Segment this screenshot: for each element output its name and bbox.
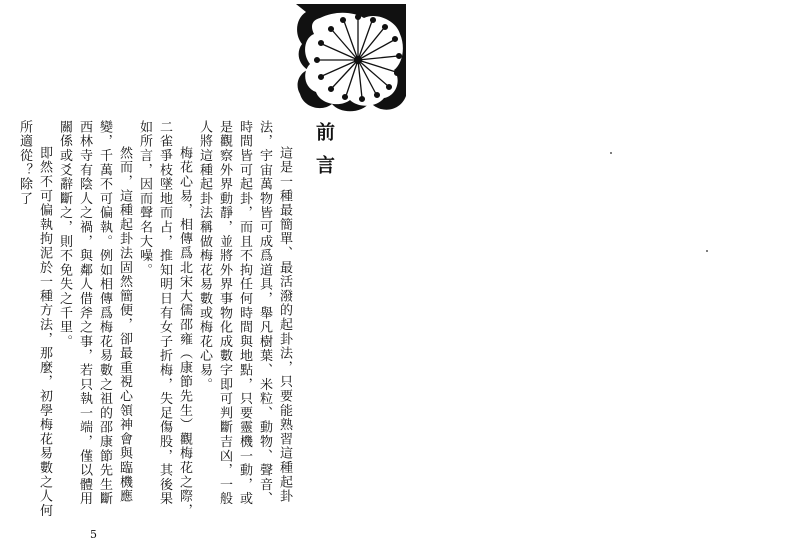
- plum-blossom-icon: [296, 4, 406, 114]
- page-number: 5: [90, 528, 97, 541]
- paragraph-1: 這是一種最簡單、最活潑的起卦法，只要能熟習這種起卦法，宇宙萬物皆可成爲道具，舉凡樹葉、米粒、動物、聲音、時間皆可起卦，而且不拘任何時間與地點，只要靈機一動，或是觀察外界動靜，並將外界事物化成數字即可判斷吉凶，一般人將這種起卦法稱做梅花易數或梅花心易。: [197, 120, 292, 507]
- paragraph-3: 然而，這種起卦法固然簡便，卻最重視心領神會與臨機應變，千萬不可偏執。例如相傳爲梅花易數之祖的邵康節先生斷西林寺有陰人之禍，與鄰人借斧之事，若只執一端，僅以體用關係或爻辭斷之，則不免失之千里。: [57, 120, 132, 507]
- paragraph-2: 梅花心易，相傳爲北宋大儒邵雍（康節先生）觀梅花之際，二雀爭枝墜地而占，推知明日有女子折梅，失足傷股，其後果如所言，因而聲名大噪。: [137, 120, 192, 518]
- scan-speck: [610, 152, 612, 154]
- scan-speck: [706, 250, 708, 252]
- body-text: [17, 120, 294, 520]
- paragraph-4: 即然不可偏執拘泥於一種方法，那麼，初學梅花易數之人何所適從？除了: [17, 120, 52, 518]
- page-title: 前言: [313, 122, 335, 188]
